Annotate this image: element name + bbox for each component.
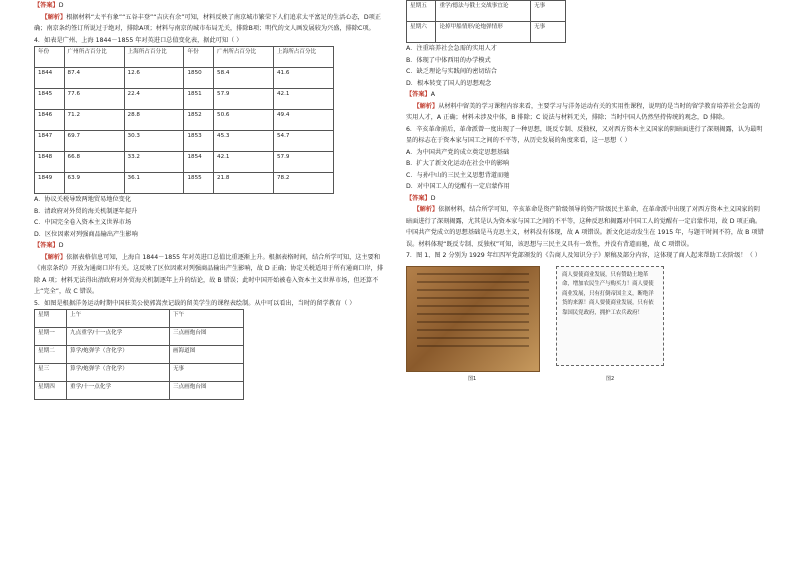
q5-table-continued (406, 0, 566, 43)
question-7-title: 7．图 1、图 2 分别为 1929 年红四军党部颁发的《告商人及知识分子》原稿及部分内容，这体现了商人起来帮助工农阶级！（ ） (406, 252, 761, 259)
question-4-title: 4．如表是广州、上海 1844－1855 年对英进口总值变化表，据此可知（ ） (34, 36, 243, 44)
q5-option-d: D．根本转变了国人的思想观念 (406, 79, 492, 87)
q5-option-a: A．注重培养社会急需的实用人才 (406, 45, 497, 52)
q5-header-row: 星期 上午 下午 (35, 310, 244, 328)
q6-option-a: A．为中国共产党的成立奠定思想基础 (406, 148, 510, 156)
left-column (34, 0, 384, 400)
table-row: 1845 77.6 22.4 1851 57.9 42.1 (35, 89, 334, 110)
answer-4: 【答案】D (34, 242, 64, 249)
right-column (406, 0, 766, 384)
answer-5: 【答案】A (406, 91, 435, 98)
q6-option-d: D．对中国工人的觉醒有一定启蒙作用 (406, 183, 510, 190)
q5-option-b: B．体现了中体西用的办学模式 (406, 56, 491, 64)
analysis-1: 【解析】根据材料“太平有象”“五谷丰登”“吉庆有余”可知，材料反映了南京城市繁荣下人们追求太平富足的生活心态，D项正确；南京条约签订所说过于绝对，排除A项；材料与南京的城市布局无关，排除B项；明代的文人画发展较为兴盛，排除C项。 (34, 13, 381, 32)
table-row: 1848 66.8 33.2 1854 42.1 57.9 (35, 152, 334, 173)
table-row: 星期二 算学/炮弹学（含化学） 画海道图 (35, 346, 244, 364)
table-row: 星三 算学/炮弹学（含化学） 无事 (35, 364, 244, 382)
q4-option-c: C．中国完全卷入资本主义世界市场 (34, 219, 132, 226)
figures (406, 266, 766, 384)
q6-option-b: B．扩大了新文化运动在社会中的影响 (406, 160, 510, 167)
table-row: 星期五 重学/德法与俄土交战事宜论 无事 (407, 1, 566, 22)
figure-2-text-box: 商人要使商业发展，只有赞助土地革命，增加农民生产与购买力！商人要使商业发展，只有打倒帝国主义，断绝洋货的来源！商人要使商业发展，只有依靠国民党政府，拥护工农兵政府！ (556, 266, 664, 366)
analysis-5: 【解析】从材料中留美的学习课程内容来看，主要学习与洋务运动有关的实用性课程，说明的是当时的留学教育培养社会急需的实用人才，A 正确；材料未涉及中体，B 排除；C 说法与材料无关，排除；当时中国人仍然坚持传统的观念，D 排除。 (406, 102, 760, 121)
q6-option-c: C．与孙中山的三民主义思想背道而驰 (406, 171, 510, 179)
table-row: 星期四 重学/十一点化学 三点画炮台图 (35, 382, 244, 400)
q4-option-b: B．清政府对外贸的海关机制逐年提升 (34, 207, 138, 215)
table-row: 1844 87.4 12.6 1850 58.4 41.6 (35, 68, 334, 89)
question-6-title: 6．辛亥革命前后，革命派曾一度出现了一种思想，既反专制、反独权，又对西方资本主义国家的阴暗面进行了深刻揭露，认为最明显的标志在于资本家与国工之间的不平等，从历史发展的角度来看，这一思想（ ） (406, 125, 763, 144)
table-row: 1849 63.9 36.1 1855 21.8 78.2 (35, 173, 334, 194)
q5-option-c: C．缺乏理论与实践间的密切结合 (406, 68, 497, 75)
q4-header-row: 年份 广州所占百分比 上海所占百分比 年份 广州所占百分比 上海所占百分比 (35, 47, 334, 68)
q4-option-a: A．协议关税导致两地贸易地位变化 (34, 196, 132, 203)
table-row: 1847 69.7 30.3 1853 45.3 54.7 (35, 131, 334, 152)
q4-option-d: D．区位因素对列强商品输出产生影响 (34, 230, 138, 238)
figure-2-caption: 图2 (606, 375, 615, 382)
table-row: 1846 71.2 28.8 1852 50.6 49.4 (35, 110, 334, 131)
table-row: 星期六 论掉甲船情形/论炮弹情形 无事 (407, 22, 566, 43)
analysis-6: 【解析】依据材料，结合所学可知，辛亥革命是资产阶级领导的资产阶级民主革命，在革命派中出现了对西方资本主义国家的阴暗面进行了深刻揭露，尤其是认为资本家与国工之间的不平等，这种反思和揭露对中国工人的觉醒有一定启蒙作用，故 D 项正确。中国共产党成立的思想基础是马克思主义，材料没有体现，故 A 项错误。新文化运动发生在 1915 年，与题干时间不符，故 B 项错误。材料体现“既反专制、反独权”可知，该思想与三民主义具有一致性，并没有背道而驰，故 C 项错误。 (406, 206, 764, 248)
figure-1-document-photo (406, 266, 540, 372)
analysis-4: 【解析】依据表格信息可知，上海自 1844－1855 年对英进口总值比重逐渐上升。根据表格时间，结合所学可知，这主要和《南京条约》开放为通商口岸有关。这反映了区位因素对列强商品输出产生影响，故 D 正确；协定关税适用于所有通商口岸，排除 A 项；材料无法得出清政府对外贸海关机制逐年上升的结论，故 B 错误；此时中国开始被卷入资本主义世界市场，但还算不上“完全”，故 C 错误。 (34, 253, 384, 295)
answer-1: 【答案】D (34, 2, 64, 9)
question-5-title: 5．如图是根据洋务运动时期中国驻美公使郭嵩焘记载的留美学生的课程表绘制。从中可以看出，当时的留学教育（ ） (34, 299, 356, 307)
answer-6: 【答案】D (406, 194, 436, 202)
figure-1-caption: 图1 (468, 375, 477, 382)
q5-table (34, 309, 244, 400)
q4-table (34, 46, 334, 194)
table-row: 星期一 九点重学/十一点化学 三点画炮台图 (35, 328, 244, 346)
